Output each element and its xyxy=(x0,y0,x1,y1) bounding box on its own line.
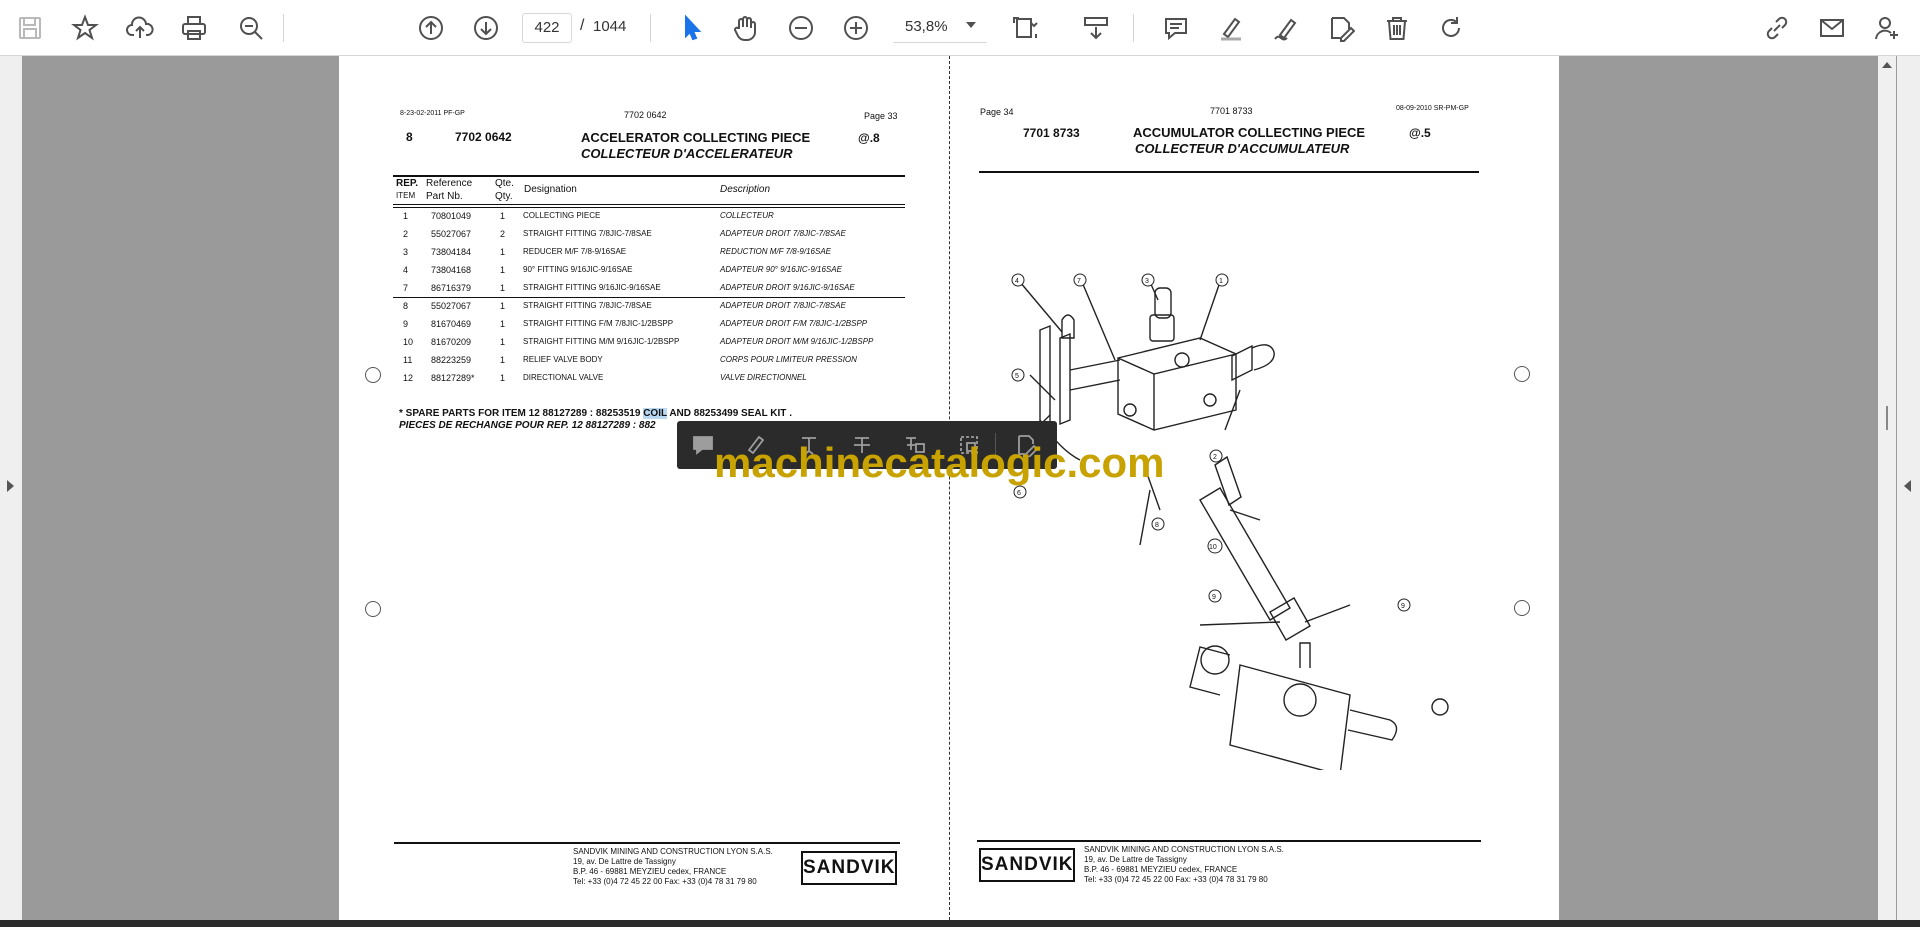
callout-label: 2 xyxy=(1213,454,1217,461)
footer-address-1: 19, av. De Lattre de Tassigny xyxy=(573,857,676,866)
item-description: REDUCTION M/F 7/8-9/16SAE xyxy=(720,247,831,256)
table-row xyxy=(393,352,905,370)
ref-center: 7702 0642 xyxy=(624,110,667,120)
rule xyxy=(979,171,1479,173)
edit-pdf-icon[interactable] xyxy=(1323,10,1359,46)
item-reference: 81670209 xyxy=(431,337,472,347)
main-toolbar xyxy=(0,0,1920,56)
title-fr: COLLECTEUR D'ACCELERATEUR xyxy=(581,146,793,161)
title-en: ACCELERATOR COLLECTING PIECE xyxy=(581,130,811,145)
footer-rule xyxy=(394,842,900,844)
page-separator: / xyxy=(580,17,585,34)
callout-label: 8 xyxy=(1155,522,1159,529)
callout-label: 7 xyxy=(1077,278,1081,285)
item-designation: DIRECTIONAL VALVE xyxy=(523,373,604,382)
item-description: ADAPTEUR DROIT 7/8JIC-7/8SAE xyxy=(720,301,846,310)
spare-parts-note-fr: PIECES DE RECHANGE POUR REP. 12 88127289 : 882 xyxy=(399,420,656,431)
header-qte: Qte. xyxy=(495,178,514,189)
item-reference: 70801049 xyxy=(431,211,472,221)
title-en-right: ACCUMULATOR COLLECTING PIECE xyxy=(1133,125,1366,140)
select-cursor-icon[interactable] xyxy=(673,10,709,46)
zoom-out-icon[interactable] xyxy=(783,10,819,46)
page-down-icon[interactable] xyxy=(468,10,504,46)
rule xyxy=(393,175,905,177)
table-row xyxy=(393,262,905,280)
sandvik-logo: SANDVIK xyxy=(801,851,897,885)
item-description: ADAPTEUR DROIT F/M 7/8JIC-1/2BSPP xyxy=(720,319,868,328)
table-row xyxy=(393,334,905,352)
binding-hole xyxy=(1514,366,1530,382)
title-fr-right: COLLECTEUR D'ACCUMULATEUR xyxy=(1135,141,1350,156)
spare-parts-note-en: * SPARE PARTS FOR ITEM 12 88127289 : 88253519 COIL AND 88253499 SEAL KIT . xyxy=(399,408,792,419)
item-description: ADAPTEUR 90° 9/16JIC-9/16SAE xyxy=(720,265,842,274)
footer-company: SANDVIK MINING AND CONSTRUCTION LYON S.A.S. xyxy=(573,847,773,856)
watermark-text: machinecatalogic.com xyxy=(714,439,1165,486)
page-label: Page 33 xyxy=(864,111,898,121)
zoom-in-icon[interactable] xyxy=(838,10,874,46)
callout-label: 9 xyxy=(1401,603,1405,610)
item-designation: RELIEF VALVE BODY xyxy=(523,355,603,364)
callout-label: 1 xyxy=(1219,278,1223,285)
item-designation: STRAIGHT FITTING M/M 9/16JIC-1/2BSPP xyxy=(523,337,680,346)
binding-hole xyxy=(365,601,381,617)
header-item: ITEM xyxy=(396,191,416,200)
highlight-icon[interactable] xyxy=(1213,10,1249,46)
item-qty: 1 xyxy=(500,301,506,311)
item-designation: 90° FITTING 9/16JIC-9/16SAE xyxy=(523,265,633,274)
item-reference: 73804184 xyxy=(431,247,472,257)
table-row xyxy=(393,226,905,244)
item-description: ADAPTEUR DROIT 9/16JIC-9/16SAE xyxy=(720,283,855,292)
item-reference: 81670469 xyxy=(431,319,472,329)
item-qty: 1 xyxy=(500,283,506,293)
item-rep: 10 xyxy=(403,337,414,347)
page-up-icon[interactable] xyxy=(413,10,449,46)
page-label-right: Page 34 xyxy=(980,107,1014,117)
item-reference: 55027067 xyxy=(431,229,472,239)
doc-code: 8-23-02-2011 PF-GP xyxy=(400,110,465,117)
rule xyxy=(393,297,905,298)
footer-company-right: SANDVIK MINING AND CONSTRUCTION LYON S.A.S. xyxy=(1084,845,1284,854)
star-icon[interactable] xyxy=(67,10,103,46)
item-designation: STRAIGHT FITTING 7/8JIC-7/8SAE xyxy=(523,229,652,238)
header-rep: REP. xyxy=(396,178,419,189)
callout-label: 9 xyxy=(1212,594,1216,601)
item-reference: 73804168 xyxy=(431,265,472,275)
footer-address-1-right: 19, av. De Lattre de Tassigny xyxy=(1084,855,1187,864)
revision-right: @.5 xyxy=(1409,126,1431,140)
right-panel-toggle[interactable] xyxy=(1897,56,1920,920)
print-icon[interactable] xyxy=(176,10,212,46)
item-reference: 88127289* xyxy=(431,373,475,383)
revision: @.8 xyxy=(858,131,880,145)
comment-icon[interactable] xyxy=(1158,10,1194,46)
header-designation: Designation xyxy=(524,184,577,195)
header-qty: Qty. xyxy=(495,191,513,202)
item-rep: 2 xyxy=(403,229,409,239)
item-qty: 1 xyxy=(500,319,506,329)
hand-icon[interactable] xyxy=(727,10,763,46)
footer-rule xyxy=(977,840,1481,842)
item-description: ADAPTEUR DROIT M/M 9/16JIC-1/2BSPP xyxy=(720,337,874,346)
chevron-left-icon[interactable] xyxy=(1904,480,1911,492)
callout-label: 6 xyxy=(1017,490,1021,497)
item-qty: 1 xyxy=(500,355,506,365)
item-description: VALVE DIRECTIONNEL xyxy=(720,373,807,382)
vertical-scrollbar[interactable] xyxy=(1878,56,1896,920)
sandvik-logo-right: SANDVIK xyxy=(979,848,1075,882)
item-rep: 8 xyxy=(403,301,409,311)
save-icon[interactable] xyxy=(12,10,48,46)
doc-code-right: 08-09-2010 SR-PM-GP xyxy=(1396,105,1469,112)
item-description: ADAPTEUR DROIT 7/8JIC-7/8SAE xyxy=(720,229,846,238)
item-qty: 1 xyxy=(500,211,506,221)
ref-center-right: 7701 8733 xyxy=(1210,106,1253,116)
footer-phone: Tel: +33 (0)4 72 45 22 00 Fax: +33 (0)4 78 31 79 80 xyxy=(573,877,757,886)
exploded-parts-drawing xyxy=(1000,260,1470,770)
table-row xyxy=(393,280,905,298)
binding-hole xyxy=(1514,600,1530,616)
sign-icon[interactable] xyxy=(1268,10,1304,46)
item-reference: 86716379 xyxy=(431,283,472,293)
footer-address-2-right: B.P. 46 - 69881 MEYZIEU cedex, FRANCE xyxy=(1084,865,1238,874)
item-qty: 1 xyxy=(500,265,506,275)
table-row xyxy=(393,244,905,262)
table-row xyxy=(393,208,905,226)
left-panel-toggle[interactable] xyxy=(0,56,22,920)
scroll-thumb[interactable] xyxy=(1886,406,1888,430)
page-number-input[interactable]: 422 xyxy=(522,13,572,43)
scroll-mode-icon[interactable] xyxy=(1078,10,1114,46)
footer-phone-right: Tel: +33 (0)4 72 45 22 00 Fax: +33 (0)4 78 31 79 80 xyxy=(1084,875,1268,884)
callout-label: 10 xyxy=(1209,544,1217,551)
chevron-down-icon[interactable] xyxy=(966,22,976,28)
share-link-icon[interactable] xyxy=(1759,10,1795,46)
chevron-right-icon[interactable] xyxy=(7,480,14,492)
part-number: 7702 0642 xyxy=(455,130,512,144)
item-rep: 1 xyxy=(403,211,409,221)
rotate-icon[interactable] xyxy=(1433,10,1469,46)
zoom-search-icon[interactable] xyxy=(233,10,269,46)
page-divider xyxy=(949,56,950,920)
item-rep: 7 xyxy=(403,283,409,293)
item-designation: STRAIGHT FITTING 7/8JIC-7/8SAE xyxy=(523,301,652,310)
item-number: 8 xyxy=(406,130,413,144)
footer-address-2: B.P. 46 - 69881 MEYZIEU cedex, FRANCE xyxy=(573,867,727,876)
item-designation: COLLECTING PIECE xyxy=(523,211,601,220)
item-designation: STRAIGHT FITTING 9/16JIC-9/16SAE xyxy=(523,283,661,292)
header-reference: Reference xyxy=(426,178,473,189)
search-highlight[interactable]: COIL xyxy=(643,408,667,419)
page-fit-icon[interactable] xyxy=(1007,10,1043,46)
item-qty: 1 xyxy=(500,337,506,347)
item-rep: 9 xyxy=(403,319,409,329)
item-designation: STRAIGHT FITTING F/M 7/8JIC-1/2BSPP xyxy=(523,319,674,328)
item-reference: 55027067 xyxy=(431,301,472,311)
mail-icon[interactable] xyxy=(1814,10,1850,46)
item-designation: REDUCER M/F 7/8-9/16SAE xyxy=(523,247,627,256)
table-row xyxy=(393,316,905,334)
upload-icon[interactable] xyxy=(122,10,158,46)
table-row xyxy=(393,298,905,316)
item-rep: 4 xyxy=(403,265,409,275)
item-reference: 88223259 xyxy=(431,355,472,365)
item-qty: 2 xyxy=(500,229,506,239)
item-rep: 3 xyxy=(403,247,409,257)
table-row xyxy=(393,370,905,388)
callout-label: 5 xyxy=(1015,373,1019,380)
item-rep: 12 xyxy=(403,373,414,383)
status-bar xyxy=(0,920,1920,927)
header-part-nb: Part Nb. xyxy=(426,191,463,202)
callout-label: 3 xyxy=(1145,278,1149,285)
header-description: Description xyxy=(720,184,771,195)
item-qty: 1 xyxy=(500,247,506,257)
binding-hole xyxy=(365,367,381,383)
delete-icon[interactable] xyxy=(1379,10,1415,46)
item-qty: 1 xyxy=(500,373,506,383)
item-description: COLLECTEUR xyxy=(720,211,774,220)
zoom-level-select[interactable]: 53,8% xyxy=(893,13,987,43)
comment-icon[interactable] xyxy=(691,433,715,457)
scroll-up-icon[interactable] xyxy=(1882,62,1892,68)
rule xyxy=(393,204,905,205)
item-rep: 11 xyxy=(403,355,413,365)
account-icon[interactable] xyxy=(1869,10,1905,46)
callout-label: 4 xyxy=(1015,278,1019,285)
item-description: CORPS POUR LIMITEUR PRESSION xyxy=(720,355,857,364)
page-total: 1044 xyxy=(593,18,627,35)
part-number-right: 7701 8733 xyxy=(1023,126,1080,140)
